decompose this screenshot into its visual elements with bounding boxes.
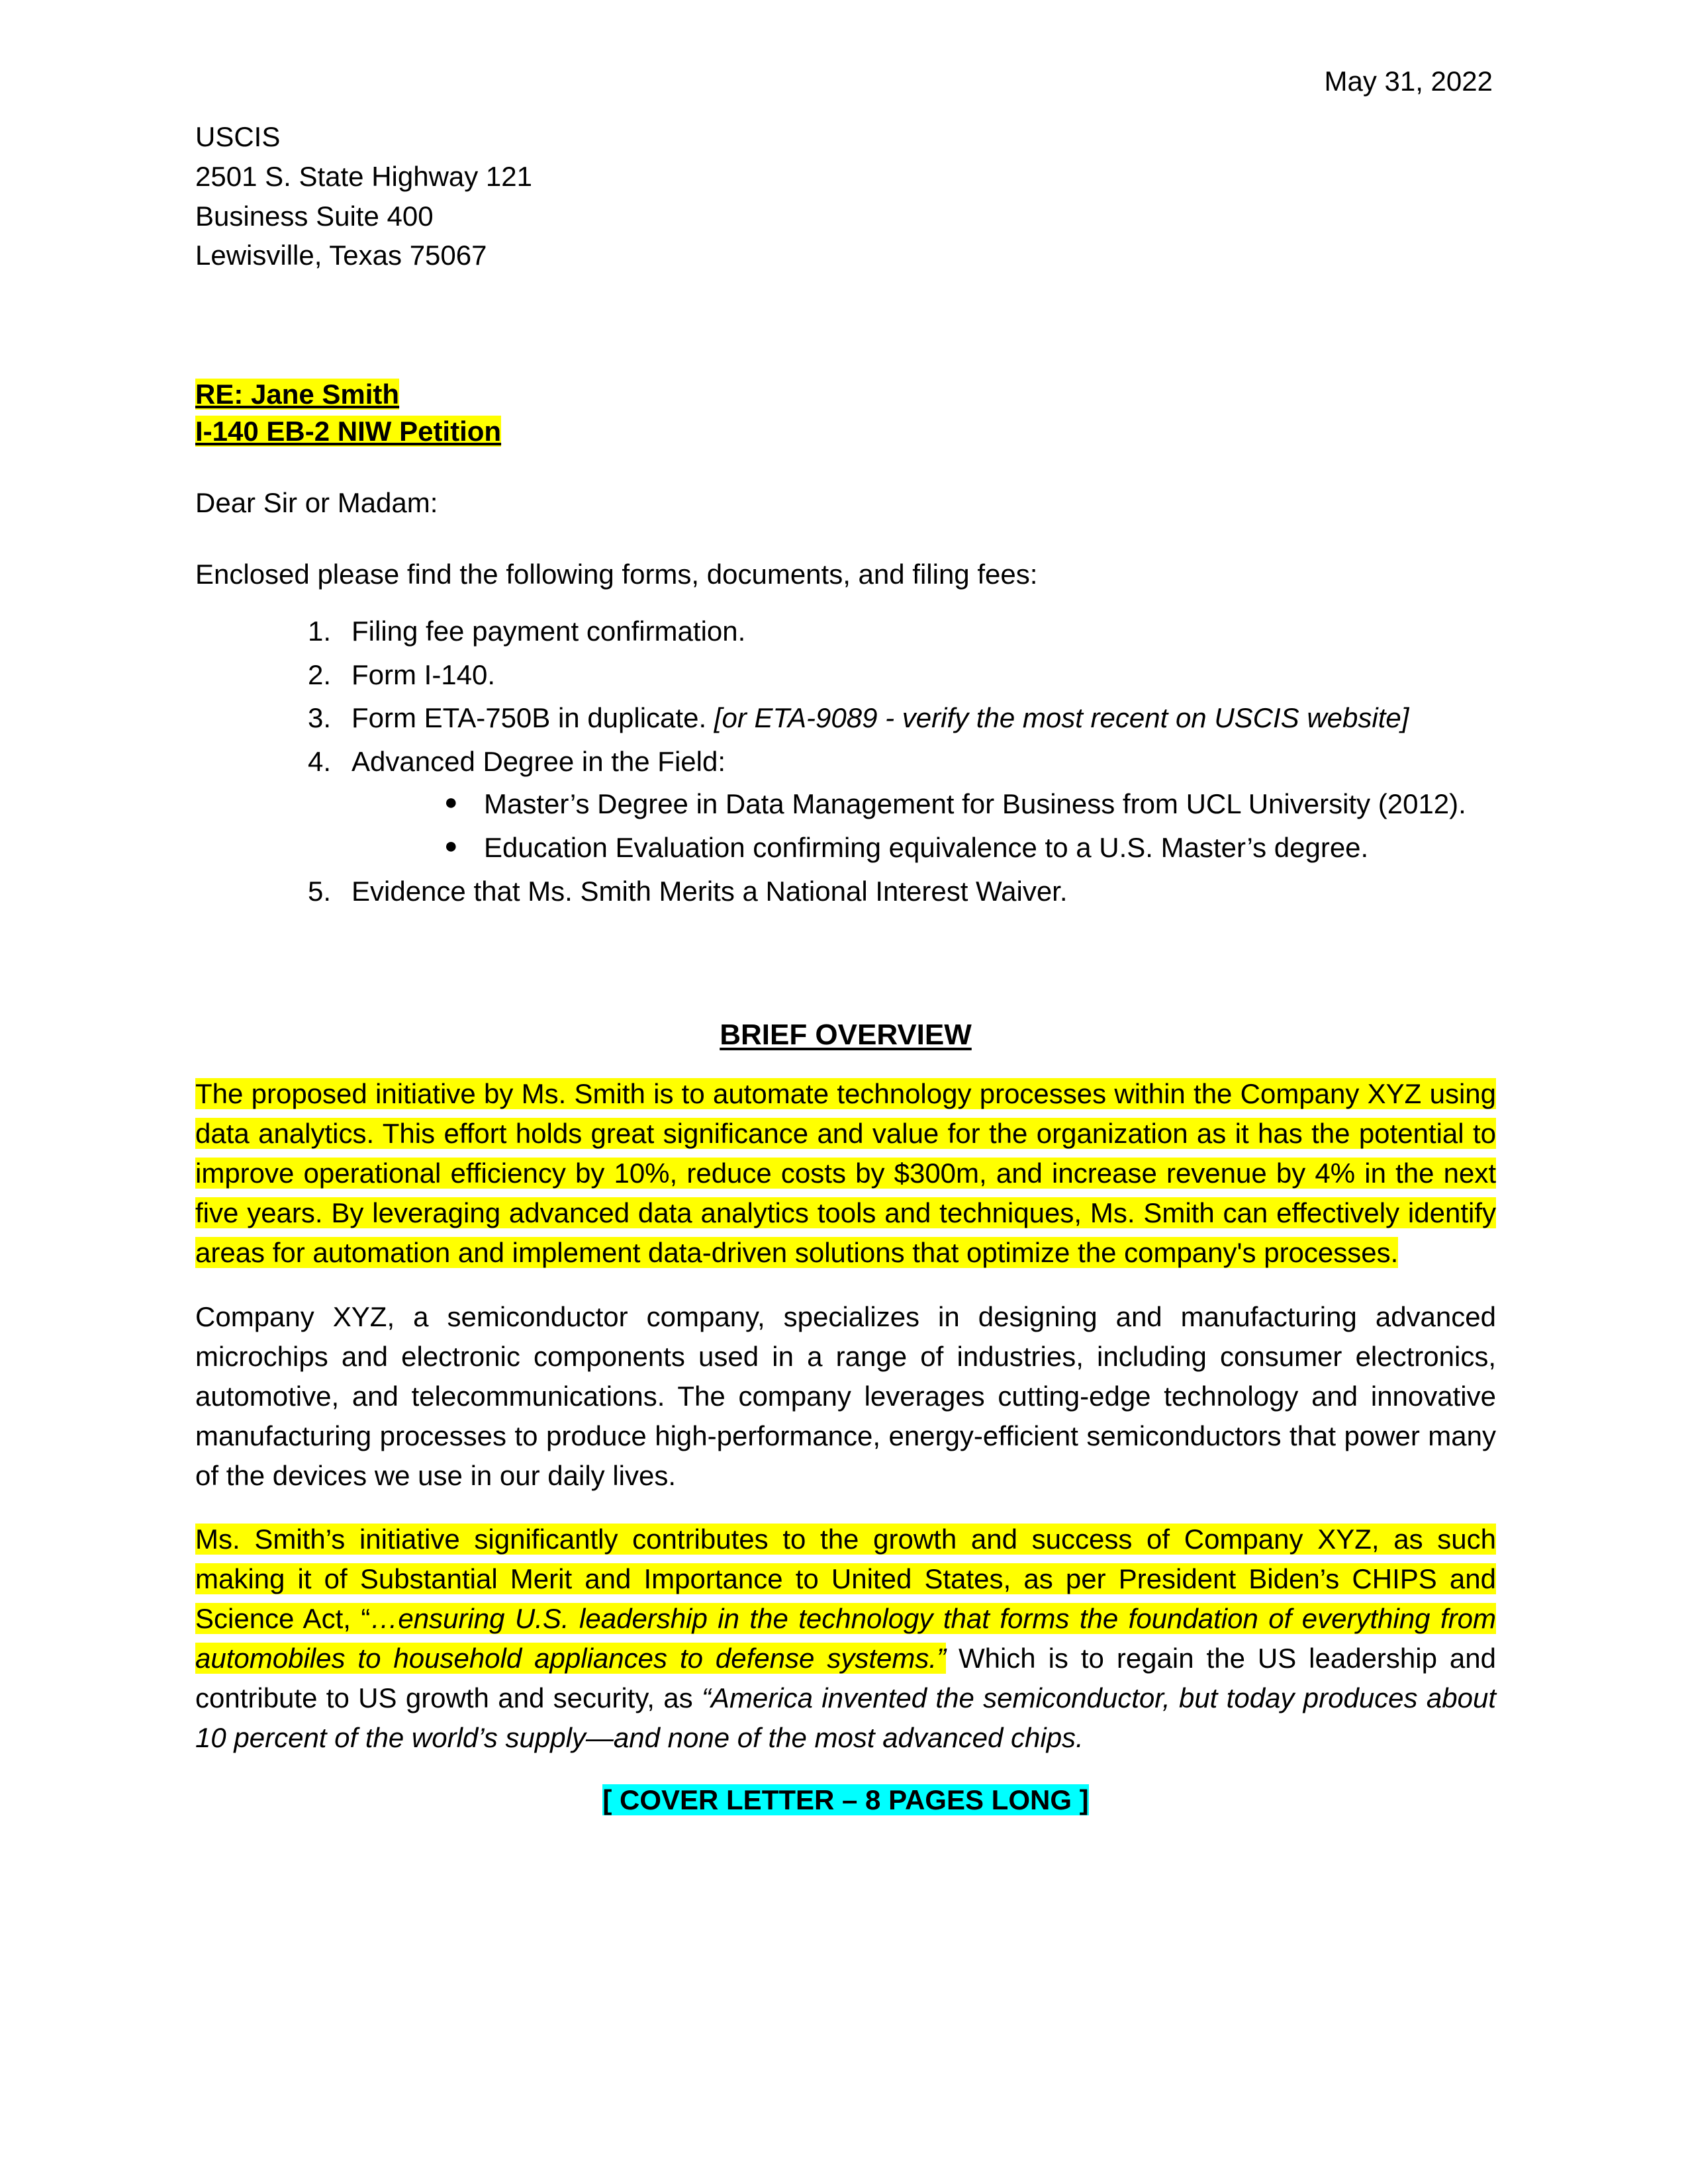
intro-sentence: Enclosed please find the following forms, documents, and filing fees: xyxy=(195,558,1038,590)
list-item xyxy=(308,613,1496,650)
enclosure-text: Advanced Degree in the Field: xyxy=(352,746,726,778)
address-line-suite: Business Suite 400 xyxy=(195,200,434,232)
cover-letter-note-highlight: [ COVER LETTER – 8 PAGES LONG ] xyxy=(602,1784,1089,1816)
spacer xyxy=(195,593,1496,613)
list-item xyxy=(444,829,1496,866)
list-item xyxy=(308,657,1496,694)
paragraph-1-highlight: The proposed initiative by Ms. Smith is to automate technology processes within the Company XYZ using data analytics. This effort holds great significance and value for the organization as it has the potential to improve operational efficiency by 10%, reduce costs by $300m, and increase revenue by 4% in the next five years. By leveraging advanced data analytics tools and techniques, Ms. Smith can effectively identify areas for automation and implement data-driven solutions that optimize the company's processes. xyxy=(195,1078,1496,1269)
sub-bullet-text: Education Evaluation confirming equivalence to a U.S. Master’s degree. xyxy=(484,832,1369,864)
paragraph-merit-and-importance xyxy=(195,1520,1496,1758)
address-line-street: 2501 S. State Highway 121 xyxy=(195,160,533,192)
paragraph-2-text: Company XYZ, a semiconductor company, specializes in designing and manufacturing advanced microchips and electronic components used in a range of industries, including consumer electronics, automotive, and telecommunications. The company leverages cutting-edge technology and innovative manufacturing processes to produce high-performance, energy-efficient semiconductors that power many of the devices we use in our daily lives. xyxy=(195,1300,1496,1491)
subject-name-highlight: RE: Jane Smith xyxy=(195,379,400,410)
spacer xyxy=(195,522,1496,556)
enclosure-text: Form ETA-750B in duplicate. xyxy=(352,702,714,734)
address-line-organization: USCIS xyxy=(195,120,281,152)
enclosure-text: Evidence that Ms. Smith Merits a National Interest Waiver. xyxy=(352,875,1068,907)
paragraph-3-highlight-lead: Ms. Smith’s initiative significantly contributes to the growth and success of Company XYZ, as such making it of Substantial Merit and Importance to United States, as per President Biden’s CHIPS and Science Act, “ xyxy=(195,1523,1496,1634)
list-item xyxy=(444,786,1496,823)
letter-date: May 31, 2022 xyxy=(1324,66,1493,97)
subject-line-name xyxy=(195,376,1496,413)
section-heading-text: BRIEF OVERVIEW xyxy=(720,1018,972,1051)
recipient-address xyxy=(195,118,1496,274)
enclosure-note-italic: [or ETA-9089 - verify the most recent on USCIS website] xyxy=(714,702,1409,734)
cover-letter-length-note xyxy=(195,1782,1496,1819)
spacer xyxy=(195,1054,1496,1074)
paragraph-3-america-quote: “America invented the semiconductor, but today produces about 10 percent of the world’s supply—and none of the most advanced chips. xyxy=(195,1682,1496,1753)
sub-bullet-text: Master’s Degree in Data Management for Business from UCL University (2012). xyxy=(484,788,1466,820)
degree-sub-list xyxy=(352,786,1496,866)
salutation: Dear Sir or Madam: xyxy=(195,487,438,519)
paragraph-company-description xyxy=(195,1297,1496,1496)
address-line-city-state-zip: Lewisville, Texas 75067 xyxy=(195,240,487,271)
subject-petition-highlight: I-140 EB-2 NIW Petition xyxy=(195,416,502,447)
paragraph-initiative-overview xyxy=(195,1074,1496,1273)
paragraph-3-chips-act-quote: …ensuring U.S. leadership in the technology that forms the foundation of everything from automobiles to household appliances to defense systems.” xyxy=(195,1602,1496,1674)
enclosure-text: Form I-140. xyxy=(352,659,496,690)
enclosures-list xyxy=(195,613,1496,910)
section-heading-brief-overview xyxy=(195,1016,1496,1055)
spacer xyxy=(195,917,1496,1016)
subject-line-petition xyxy=(195,413,1496,450)
paragraph-3-plain-tail: Which is to regain the US leadership and contribute to US growth and security, as xyxy=(195,1642,1496,1713)
list-item xyxy=(308,700,1496,737)
document-body xyxy=(195,63,1496,1819)
list-item xyxy=(308,873,1496,910)
spacer xyxy=(195,450,1496,484)
enclosure-text: Filing fee payment confirmation. xyxy=(352,615,746,647)
spacer xyxy=(195,277,1496,376)
list-item xyxy=(308,743,1496,866)
subject-block xyxy=(195,376,1496,450)
